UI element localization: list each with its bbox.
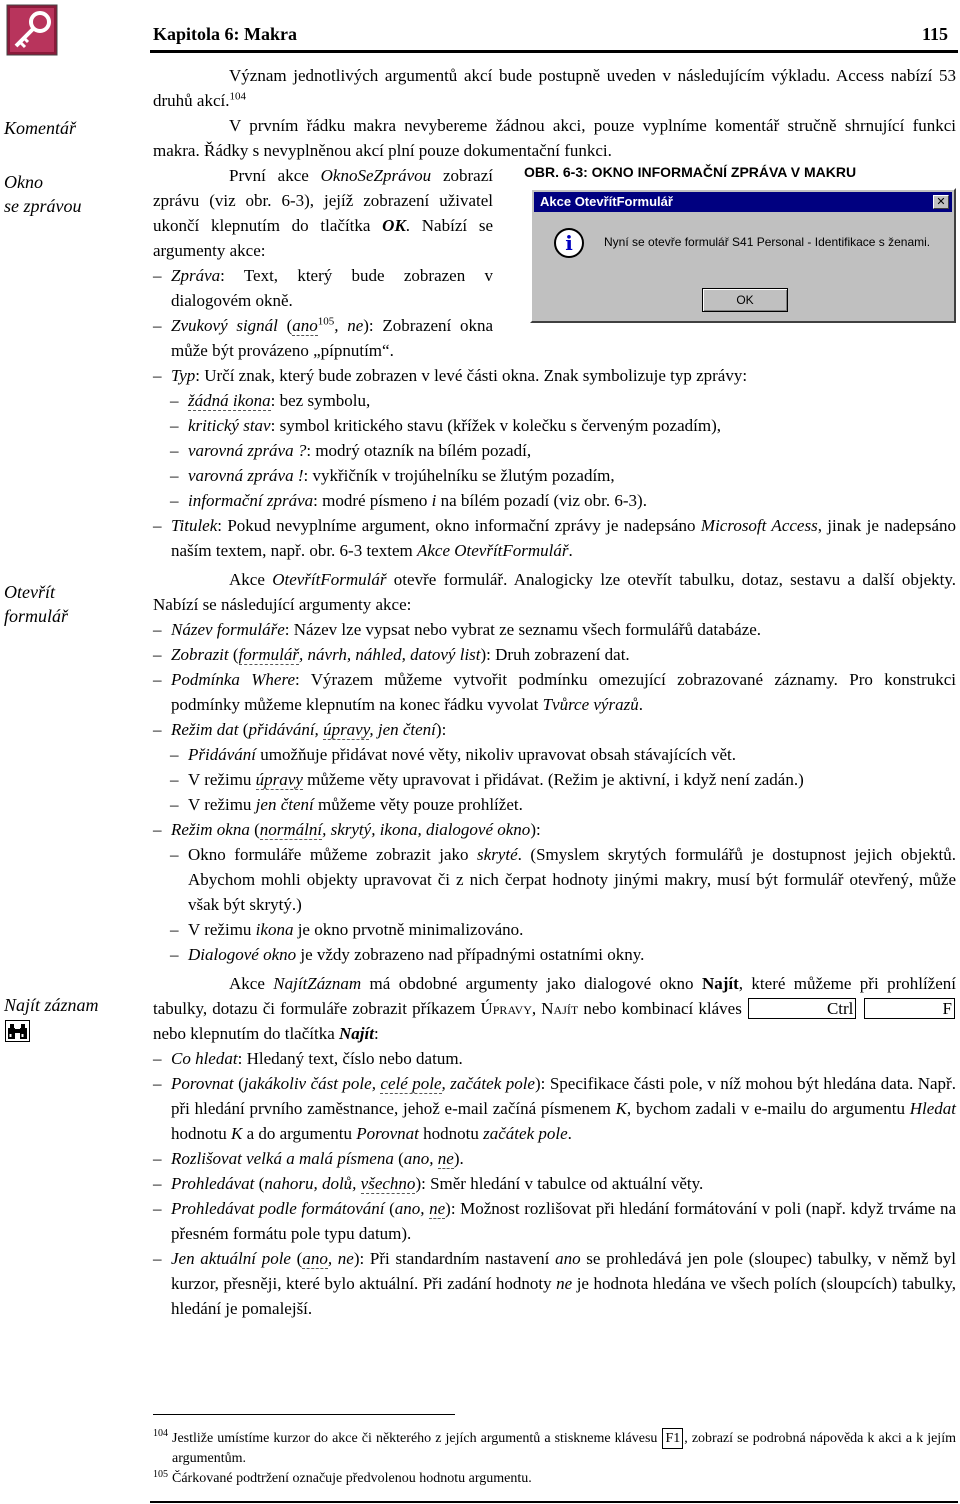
bottom-rule	[150, 1501, 958, 1503]
list-subitem: – varovná zpráva ?: modrý otazník na bílém pozadí,	[153, 438, 956, 463]
list-item: – Typ: Určí znak, který bude zobrazen v levé části okna. Znak symbolizuje typ zprávy:	[153, 363, 956, 388]
list-item: – Rozlišovat velká a malá písmena (ano, ne).	[153, 1146, 956, 1171]
main-content	[153, 63, 956, 1321]
margin-note-okno	[4, 170, 82, 218]
list-subitem: – Dialogové okno je vždy zobrazeno nad případnými ostatními okny.	[153, 942, 956, 967]
list-item: – Režim okna (normální, skrytý, ikona, dialogové okno):	[153, 817, 956, 842]
list-subitem: – Přidávání umožňuje přidávat nové věty, nikoliv upravovat obsah stávajících vět.	[153, 742, 956, 767]
list-item: – Jen aktuální pole (ano, ne): Při standardním nastavení ano se prohledává jen pole (sloupec) tabulky, v němž byl kurzor, přesněji, které bylo aktuální. Při zadání hodnoty ne je hodnota hledána ve všech polích (sloupcích) tabulky, hledání je pomalejší.	[153, 1246, 956, 1321]
chapter-title: Kapitola 6: Makra	[153, 24, 297, 44]
margin-note-okno-line1: Okno	[4, 172, 43, 192]
figure-caption: OBR. 6-3: OKNO INFORMAČNÍ ZPRÁVA V MAKRU	[524, 164, 857, 180]
page-number: 115	[922, 24, 949, 44]
list-item: – Titulek: Pokud nevyplníme argument, okno informační zprávy je nadepsáno Microsoft Access, jinak je nadepsáno naším textem, např. obr. 6-3 textem Akce OtevřítFormulář.	[153, 513, 956, 563]
key-f: F	[864, 998, 955, 1019]
list-item: – Prohledávat podle formátování (ano, ne): Možnost rozlišovat při hledání formátování v poli (např. když trváme na přesném formátu pole typu datum).	[153, 1196, 956, 1246]
margin-note-otevrit-line1: Otevřít	[4, 582, 55, 602]
binoculars-icon	[5, 1020, 30, 1042]
footnote-104: 104 Jestliže umístíme kurzor do akce či některého z jejích argumentů a stiskneme klávesu F1 , zobrazí se podrobná nápověda k akci a k jejím argumentům.	[153, 1428, 956, 1466]
paragraph-intro: Význam jednotlivých argumentů akcí bude postupně uveden v následujícím výkladu. Access nabízí 53 druhů akcí.$^{104}$	[153, 66, 956, 110]
paragraph-oknosezpravou: První akce OknoSeZprávou zobrazí zprávu (viz obr. 6-3), jejíž zobrazení uživatel ukončí klepnutím do tlačítka OK. Nabízí se argumenty akce:	[153, 166, 493, 260]
margin-note-otevrit-line2: formulář	[4, 606, 69, 626]
margin-note-okno-line2: se zprávou	[4, 196, 82, 216]
ok-button[interactable]: OK	[702, 288, 788, 312]
header-rule	[150, 50, 958, 53]
list-subitem: – žádná ikona: bez symbolu,	[153, 388, 956, 413]
list-subitem: – informační zpráva: modré písmeno i na bílém pozadí (viz obr. 6-3).	[153, 488, 956, 513]
list-item: – Zvukový signál (ano$^{105}$, ne): Zobrazení okna může být provázeno „pípnutím“.	[153, 313, 956, 363]
list-subitem: – Okno formuláře můžeme zobrazit jako skryté. (Smyslem skrytých formulářů je dostupnost jejich objektů. Abychom mohli objekty upravovat či z nich čerpat hodnoty jinými makry, musí být formulář otevřený, může však být skrytý.)	[153, 842, 956, 917]
dialog-title: Akce OtevřítFormulář	[540, 194, 673, 209]
list-subitem: – V režimu jen čtení můžeme věty pouze prohlížet.	[153, 792, 956, 817]
margin-note-otevrit	[4, 580, 68, 628]
list-item: – Porovnat (jakákoliv část pole, celé pole, začátek pole): Specifikace části pole, v níž mohou být hledána data. Např. při hledání prvního zaměstnance, jehož e-mail začíná písmenem K, bychom zadali v e-mailu do argumentu Hledat hodnotu K a do argumentu Porovnat hodnotu začátek pole.	[153, 1071, 956, 1146]
list-item: – Zpráva: Text, který bude zobrazen v dialogovém okně.	[153, 263, 956, 313]
footnotes	[153, 1428, 956, 1489]
footnote-rule	[153, 1414, 455, 1415]
list-subitem: – V režimu úpravy můžeme věty upravovat i přidávat. (Režim je aktivní, i když není zadán.)	[153, 767, 956, 792]
paragraph-komentar: V prvním řádku makra nevybereme žádnou akci, pouze vyplníme komentář stručně shrnující funkci makra. Řádky s nevyplněnou akcí plní pouze dokumentační funkci.	[153, 116, 956, 160]
information-icon: i	[554, 228, 584, 258]
key-ctrl: Ctrl	[748, 998, 856, 1019]
key-f1: F1	[662, 1428, 683, 1449]
dialog-message: Nyní se otevře formulář S41 Personal - Identifikace s ženami.	[604, 235, 931, 249]
list-item: – Režim dat (přidávání, úpravy, jen čtení):	[153, 717, 956, 742]
footnote-ref-104: 104	[229, 90, 246, 103]
dialog-titlebar	[534, 192, 952, 212]
list-item: – Podmínka Where: Výrazem můžeme vytvořit podmínku omezující zobrazované záznamy. Pro konstrukci podmínky můžeme klepnutím na konec řádku vyvolat Tvůrce výrazů.	[153, 667, 956, 717]
paragraph-otevritformular: Akce OtevřítFormulář otevře formulář. Analogicky lze otevřít tabulku, dotaz, sestavu a další objekty. Nabízí se následující argumenty akce:	[153, 570, 956, 614]
margin-note-najit: Najít záznam	[4, 995, 99, 1015]
access-key-logo-icon	[6, 4, 58, 56]
margin-note-komentar: Komentář	[4, 118, 76, 138]
footnote-ref-105: 105	[317, 315, 335, 328]
list-item: – Co hledat: Hledaný text, číslo nebo datum.	[153, 1046, 956, 1071]
close-icon[interactable]: ✕	[933, 195, 949, 209]
list-subitem: – kritický stav: symbol kritického stavu (křížek v kolečku s červeným pozadím),	[153, 413, 956, 438]
list-subitem: – V režimu ikona je okno prvotně minimalizováno.	[153, 917, 956, 942]
footnote-105: 105 Čárkované podtržení označuje předvolenou hodnotu argumentu.	[153, 1469, 532, 1486]
list-item: – Název formuláře: Název lze vypsat nebo vybrat ze seznamu všech formulářů databáze.	[153, 617, 956, 642]
list-item: – Prohledávat (nahoru, dolů, všechno): Směr hledání v tabulce od aktuální věty.	[153, 1171, 956, 1196]
list-item: – Zobrazit (formulář, návrh, náhled, datový list): Druh zobrazení dat.	[153, 642, 956, 667]
list-subitem: – varovná zpráva !: vykřičník v trojúhelníku se žlutým pozadím,	[153, 463, 956, 488]
paragraph-najitzaznam: Akce NajítZáznam má obdobné argumenty jako dialogové okno Najít, které můžeme při prohlížení tabulky, dotazu či formuláře zobrazit příkazem Úpravy, Najít nebo kombinací kláves Ctrl F nebo klepnutím do tlačítka Najít:	[153, 974, 956, 1043]
